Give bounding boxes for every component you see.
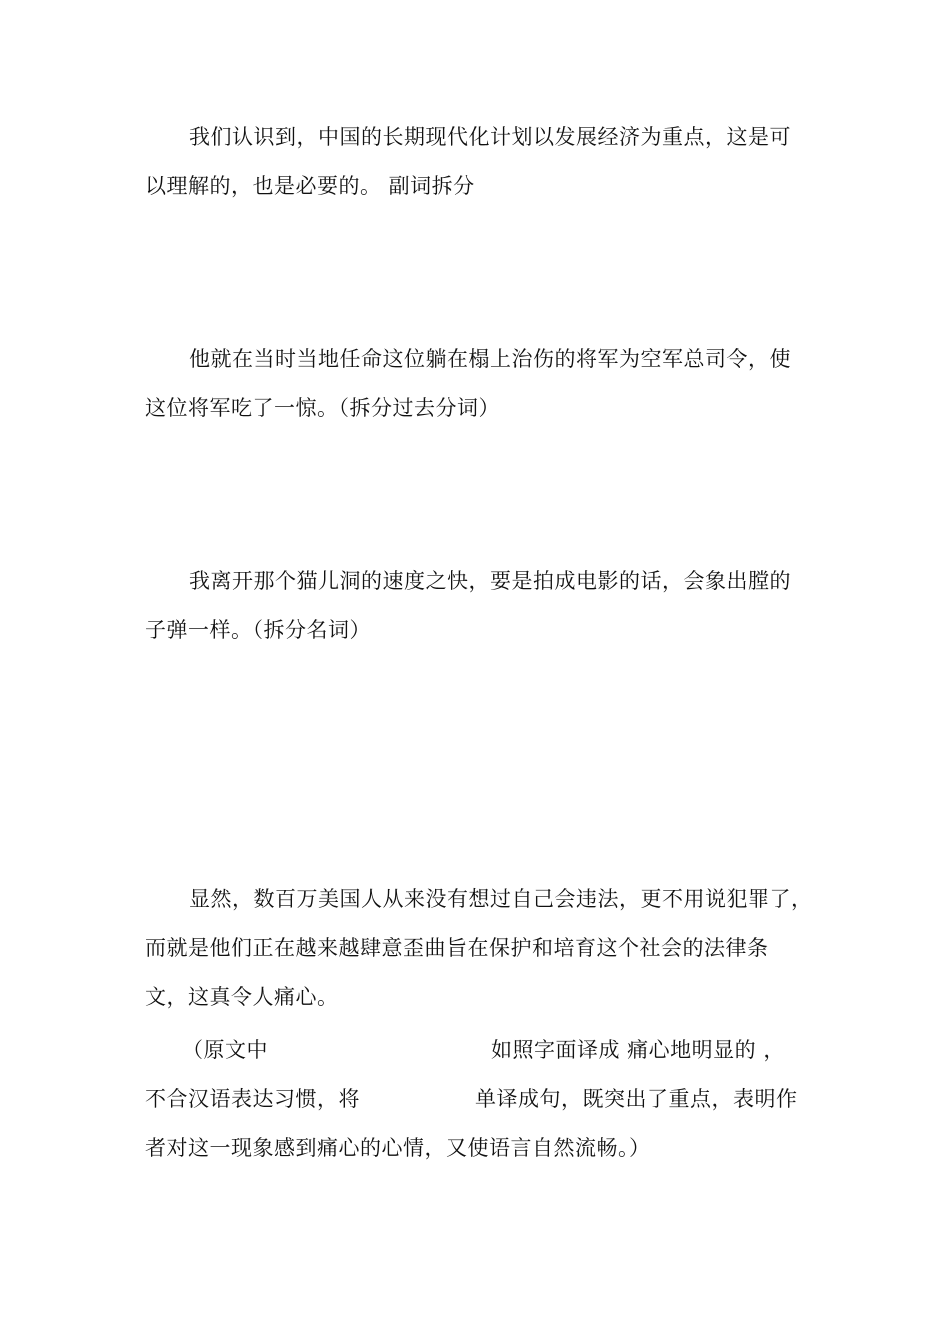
note-line-1-start: （原文中 (182, 1038, 268, 1062)
note-line-3: 者对这一现象感到痛心的心情，又使语言自然流畅。） (145, 1136, 651, 1160)
paragraph-1-line-2: 以理解的，也是必要的。 副词拆分 (145, 174, 475, 198)
note-line-2-end: 单译成句，既突出了重点，表明作 (475, 1087, 798, 1111)
paragraph-4-line-1: 显然，数百万美国人从来没有想过自己会违法，更不用说犯罪了， (189, 887, 813, 911)
note-line-1-end: 如照字面译成 痛心地明显的 ， (491, 1038, 785, 1062)
paragraph-3-line-1: 我离开那个猫儿洞的速度之快，要是拍成电影的话，会象出膛的 (189, 569, 791, 593)
paragraph-2-line-2: 这位将军吃了一惊。（拆分过去分词） (145, 396, 500, 420)
paragraph-4-line-3: 文，这真令人痛心。 (145, 985, 339, 1009)
note-line-2-start: 不合汉语表达习惯，将 (145, 1087, 360, 1111)
paragraph-1-line-1: 我们认识到，中国的长期现代化计划以发展经济为重点，这是可 (189, 125, 791, 149)
paragraph-3-line-2: 子弹一样。（拆分名词） (145, 618, 371, 642)
paragraph-4-line-2: 而就是他们正在越来越肆意歪曲旨在保护和培育这个社会的法律条 (145, 936, 769, 960)
paragraph-2-line-1: 他就在当时当地任命这位躺在榻上治伤的将军为空军总司令，使 (189, 347, 791, 371)
